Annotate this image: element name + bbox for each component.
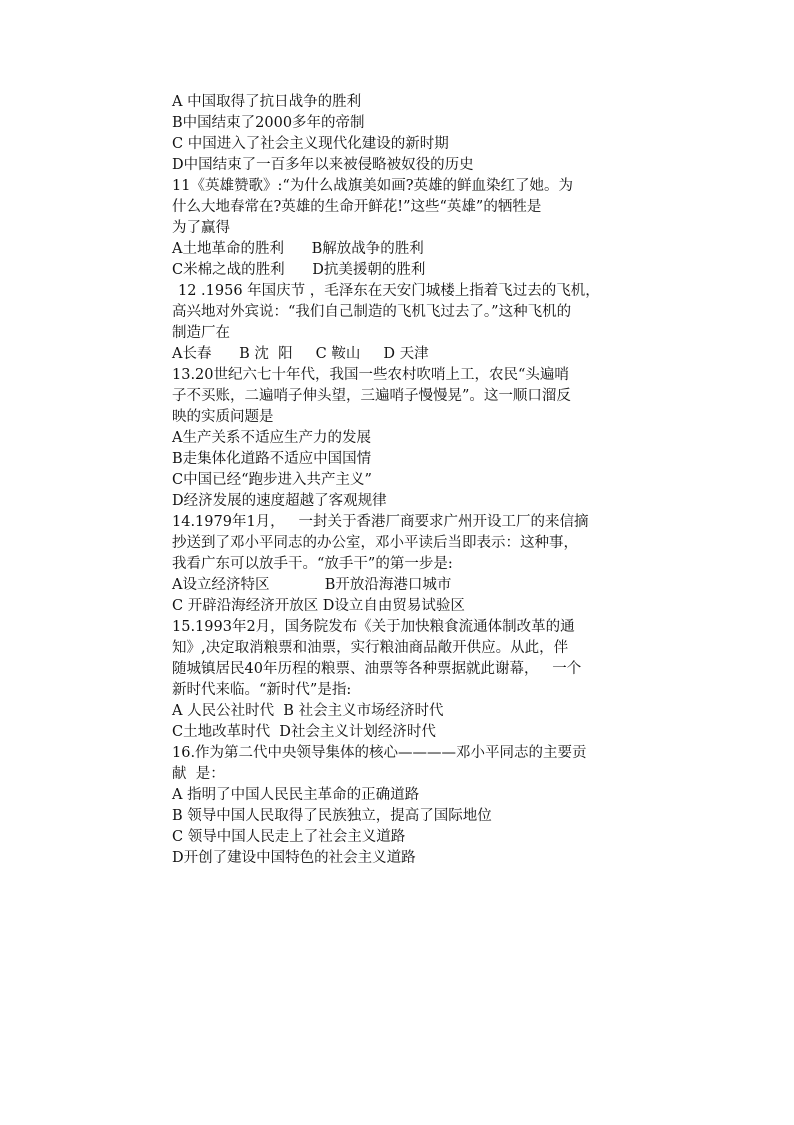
option-d: D中国结束了一百多年以来被侵略被奴役的历史 bbox=[172, 157, 474, 173]
option-c: C 中国进入了社会主义现代化建设的新时期 bbox=[172, 136, 449, 152]
question-stem-line: 16.作为第二代中央领导集体的核心————邓小平同志的主要贡 bbox=[172, 745, 587, 761]
question-stem-line: 为了赢得 bbox=[172, 220, 230, 236]
option-a: A生产关系不适应生产力的发展 bbox=[172, 430, 371, 446]
question-stem-line: 制造厂在 bbox=[172, 325, 230, 341]
option-d: D经济发展的速度超越了客观规律 bbox=[172, 493, 387, 509]
question-stem-line: 随城镇居民40年历程的粮票、油票等各种票据就此谢幕， 一个 bbox=[172, 661, 582, 677]
question-16 bbox=[172, 743, 632, 869]
option-row: A 人民公社时代 B 社会主义市场经济时代 bbox=[172, 703, 444, 719]
option-c: C中国已经“跑步进入共产主义” bbox=[172, 472, 372, 488]
question-stem-line: 高兴地对外宾说：“我们自己制造的飞机飞过去了。”这种飞机的 bbox=[172, 304, 572, 320]
question-stem-line: 15.1993年2月，国务院发布《关于加快粮食流通体制改革的通 bbox=[172, 619, 575, 635]
question-stem-line: 11《英雄赞歌》:“为什么战旗美如画?英雄的鲜血染红了她。为 bbox=[172, 178, 574, 194]
question-stem-line: 献 是： bbox=[172, 766, 225, 782]
option-b: B中国结束了2000多年的帝制 bbox=[172, 115, 365, 131]
question-11 bbox=[172, 176, 632, 281]
option-a: A 中国取得了抗日战争的胜利 bbox=[172, 94, 362, 110]
option-c: C 领导中国人民走上了社会主义道路 bbox=[172, 829, 406, 845]
question-stem-line: 13.20世纪六七十年代，我国一些农村吹哨上工，农民“头遍哨 bbox=[172, 367, 569, 383]
option-row: C米棉之战的胜利 D抗美援朝的胜利 bbox=[172, 262, 426, 278]
exam-page bbox=[172, 92, 632, 869]
question-stem-line: 知》,决定取消粮票和油票，实行粮油商品敞开供应。从此，伴 bbox=[172, 640, 569, 656]
question-15 bbox=[172, 617, 632, 743]
question-stem-line: 新时代来临。“新时代”是指: bbox=[172, 682, 352, 698]
question-stem-line: 抄送到了邓小平同志的办公室，邓小平读后当即表示：这种事， bbox=[172, 535, 578, 551]
question-13 bbox=[172, 365, 632, 512]
option-row: C土地改革时代 D社会主义计划经济时代 bbox=[172, 724, 436, 740]
option-row: A长春 B 沈 阳 C 鞍山 D 天津 bbox=[172, 346, 429, 362]
question-stem-line: 14.1979年1月， 一封关于香港厂商要求广州开设工厂的来信摘 bbox=[172, 514, 589, 530]
question-10-options bbox=[172, 92, 632, 176]
option-row: C 开辟沿海经济开放区 D设立自由贸易试验区 bbox=[172, 598, 465, 614]
question-stem-line: 什么大地春常在?英雄的生命开鲜花!”这些“英雄”的牺牲是 bbox=[172, 199, 542, 215]
option-a: A 指明了中国人民民主革命的正确道路 bbox=[172, 787, 420, 803]
option-row: A土地革命的胜利 B解放战争的胜利 bbox=[172, 241, 424, 257]
option-b: B 领导中国人民取得了民族独立，提高了国际地位 bbox=[172, 808, 492, 824]
option-d: D开创了建设中国特色的社会主义道路 bbox=[172, 850, 416, 866]
question-stem-line: 子不买账，二遍哨子伸头望，三遍哨子慢慢晃”。这一顺口溜反 bbox=[172, 388, 571, 404]
question-12 bbox=[172, 281, 632, 365]
question-stem-line: 我看广东可以放手干。“放手干”的第一步是: bbox=[172, 556, 453, 572]
option-row: A设立经济特区 B开放沿海港口城市 bbox=[172, 577, 452, 593]
question-stem-line: 映的实质问题是 bbox=[172, 409, 274, 425]
question-stem-line: 12 .1956 年国庆节 ，毛泽东在天安门城楼上指着飞过去的飞机， bbox=[178, 283, 600, 299]
question-14 bbox=[172, 512, 632, 617]
option-b: B走集体化道路不适应中国国情 bbox=[172, 451, 372, 467]
